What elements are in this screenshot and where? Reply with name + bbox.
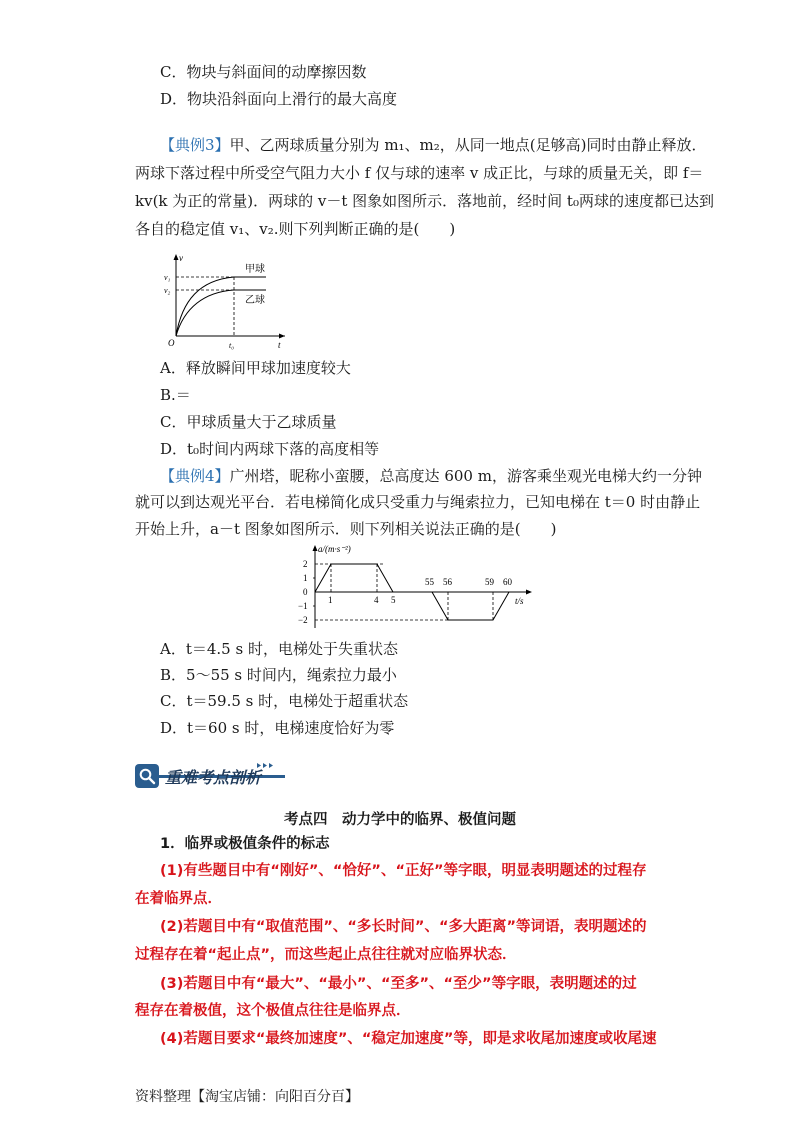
example4-line3: 开始上升，a－t 图象如图所示．则下列相关说法正确的是( ) [135, 520, 557, 538]
vt-v2-label: v₂ [164, 286, 171, 295]
option-c-prev: C．物块与斜面间的动摩擦因数 [160, 63, 367, 81]
at-x5-label: 5 [391, 595, 396, 605]
item1-line1: (1)有些题目中有“刚好”、“恰好”、“正好”等字眼，明显表明题述的过程存 [160, 863, 647, 879]
example3-tag: 【典例3】 [160, 136, 230, 154]
example3-option-b: B.＝ [160, 386, 191, 404]
example3-line1 [160, 135, 707, 155]
example4-option-b: B．5～55 s 时间内，绳索拉力最小 [160, 666, 397, 684]
at-x1-label: 1 [328, 595, 333, 605]
section-banner [135, 760, 285, 790]
example4-line1 [160, 466, 702, 486]
at-y1-label: 1 [303, 573, 308, 583]
vt-origin-label: O [168, 338, 175, 348]
item2-line2: 过程存在着“起止点”，而这些起止点往往就对应临界状态． [135, 947, 517, 963]
section-title: 考点四 动力学中的临界、极值问题 [284, 812, 516, 828]
at-origin-label: 0 [303, 587, 308, 597]
example3-line2: 两球下落过程中所受空气阻力大小 f 仅与球的速率 v 成正比，与球的质量无关，即 f＝ [135, 164, 704, 182]
example4-option-d: D．t＝60 s 时，电梯速度恰好为零 [160, 719, 395, 737]
example3-option-c: C．甲球质量大于乙球质量 [160, 413, 337, 431]
at-ym1-label: −1 [298, 601, 308, 611]
at-ym2-label: −2 [298, 615, 308, 625]
example4-text1: 广州塔，昵称小蛮腰，总高度达 600 m，游客乘坐观光电梯大约一分钟 [229, 467, 702, 485]
at-x-label: t/s [515, 596, 524, 606]
vt-ball-a-label: 甲球 [245, 264, 265, 275]
item4-line1: (4)若题目要求“最终加速度”、“稳定加速度”等，即是求收尾加速度或收尾速 [160, 1031, 657, 1047]
vt-v1-label: v₁ [164, 273, 171, 282]
at-y-label: a/(m·s⁻²) [318, 544, 351, 554]
example4-tag: 【典例4】 [160, 467, 230, 485]
example3-option-d: D．t₀时间内两球下落的高度相等 [160, 440, 380, 458]
vt-graph [160, 250, 290, 352]
item3-line1: (3)若题目中有“最大”、“最小”、“至多”、“至少”等字眼，表明题述的过 [160, 976, 637, 992]
example3-line4: 各自的稳定值 v₁、v₂.则下列判断正确的是( ) [135, 220, 456, 238]
vt-x-label: t [278, 340, 281, 350]
example3-text1: 甲、乙两球质量分别为 m₁、m₂，从同一地点(足够高)同时由静止释放． [229, 136, 707, 154]
option-d-prev: D．物块沿斜面向上滑行的最大高度 [160, 90, 398, 108]
section-subtitle: 1．临界或极值条件的标志 [160, 836, 330, 852]
item3-line2: 程存在着极值，这个极值点往往是临界点． [135, 1003, 411, 1019]
vt-t0-label: t₀ [229, 341, 235, 350]
example4-option-a: A．t＝4.5 s 时，电梯处于失重状态 [160, 640, 398, 658]
at-x59-label: 59 [485, 577, 494, 587]
vt-y-label: v [179, 253, 183, 263]
banner-title: 重难考点剖析 [165, 770, 262, 787]
at-x4-label: 4 [374, 595, 379, 605]
item2-line1: (2)若题目中有“取值范围”、“多长时间”、“多大距离”等词语，表明题述的 [160, 919, 647, 935]
footer-text: 资料整理【淘宝店铺：向阳百分百】 [135, 1089, 359, 1105]
at-y2-label: 2 [303, 559, 308, 569]
vt-ball-b-label: 乙球 [245, 295, 265, 306]
at-x55-label: 55 [425, 577, 434, 587]
example4-line2: 就可以到达观光平台．若电梯简化成只受重力与绳索拉力，已知电梯在 t＝0 时由静止 [135, 493, 701, 511]
at-x56-label: 56 [443, 577, 452, 587]
example3-line3: kv(k 为正的常量)．两球的 v－t 图象如图所示．落地前，经时间 t₀两球的速度都已达到 [135, 192, 714, 210]
item1-line2: 在着临界点． [135, 891, 222, 907]
at-x60-label: 60 [503, 577, 512, 587]
example4-option-c: C．t＝59.5 s 时，电梯处于超重状态 [160, 692, 409, 710]
at-graph [298, 542, 534, 634]
example3-option-a: A．释放瞬间甲球加速度较大 [160, 359, 351, 377]
